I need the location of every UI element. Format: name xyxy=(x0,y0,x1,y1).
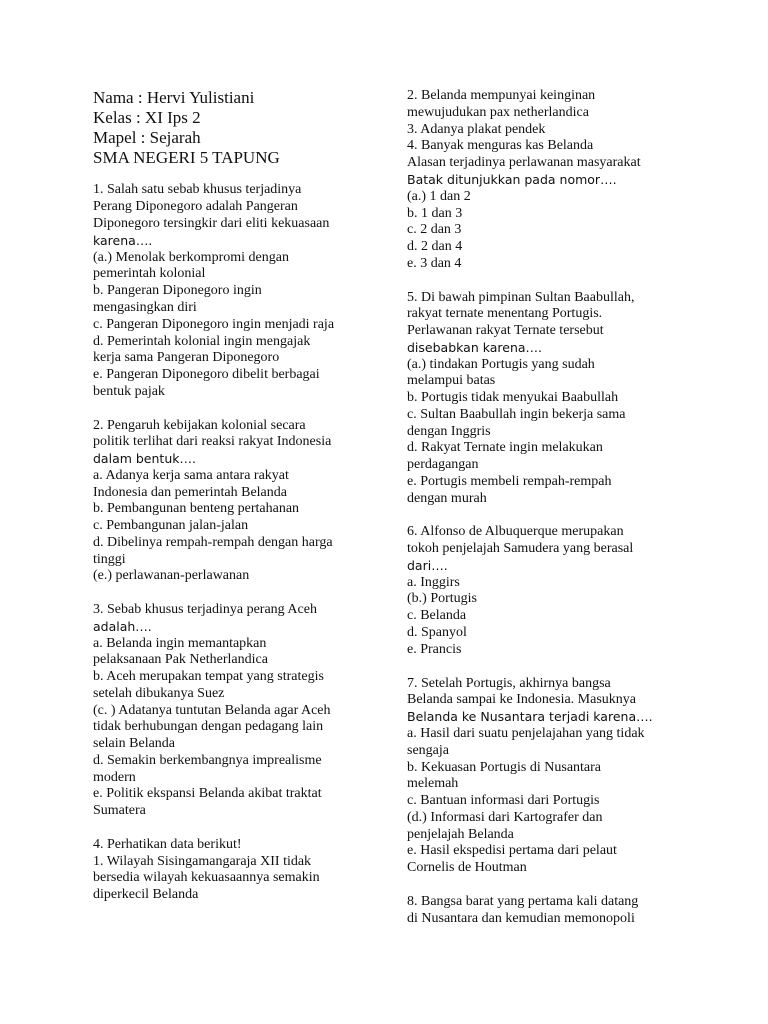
text-line: adalah…. xyxy=(93,619,152,634)
text-line: Alasan terjadinya perlawanan masyarakat xyxy=(407,155,641,170)
text-line: Batak ditunjukkan pada nomor…. xyxy=(407,172,617,187)
text-line: pelaksanaan Pak Netherlandica xyxy=(93,652,268,667)
text-line: politik terlihat dari reaksi rakyat Indonesia xyxy=(93,434,332,449)
text-line: pemerintah kolonial xyxy=(93,266,206,281)
text-line: diperkecil Belanda xyxy=(93,887,199,902)
answer-option: (a.) 1 dan 2 xyxy=(407,189,471,204)
answer-option: (a.) Menolak berkompromi dengan xyxy=(93,250,289,265)
text-line: selain Belanda xyxy=(93,736,176,751)
student-name: Nama : Hervi Yulistiani xyxy=(93,88,255,107)
text-line: mengasingkan diri xyxy=(93,300,197,315)
answer-option: a. Hasil dari suatu penjelajahan yang tidak xyxy=(407,726,645,741)
answer-option: e. 3 dan 4 xyxy=(407,256,462,271)
text-line: karena…. xyxy=(93,233,153,248)
text-line: 1. Wilayah Sisingamangaraja XII tidak xyxy=(93,854,312,869)
school-name: SMA NEGERI 5 TAPUNG xyxy=(93,148,280,167)
text-line: modern xyxy=(93,770,136,785)
text-line: tokoh penjelajah Samudera yang berasal xyxy=(407,541,634,556)
question-3: 3. Sebab khusus terjadinya perang Aceh xyxy=(93,602,317,617)
answer-option: b. 1 dan 3 xyxy=(407,206,463,221)
answer-option: b. Kekuasan Portugis di Nusantara xyxy=(407,760,602,775)
text-line: perdagangan xyxy=(407,457,479,472)
text-line: dari…. xyxy=(407,558,448,573)
question-5: 5. Di bawah pimpinan Sultan Baabullah, xyxy=(407,290,635,305)
answer-option: c. 2 dan 3 xyxy=(407,222,462,237)
text-line: 2. Belanda mempunyai keinginan xyxy=(407,88,596,103)
answer-option: b. Pembangunan benteng pertahanan xyxy=(93,501,300,516)
text-line: Belanda ke Nusantara terjadi karena…. xyxy=(407,709,653,724)
question-7: 7. Setelah Portugis, akhirnya bangsa xyxy=(407,676,611,691)
student-class: Kelas : XI Ips 2 xyxy=(93,108,201,127)
answer-option: (b.) Portugis xyxy=(407,591,477,606)
text-line: dalam bentuk…. xyxy=(93,451,196,466)
text-line: Diponegoro tersingkir dari eliti kekuasaan xyxy=(93,216,330,231)
answer-option: e. Politik ekspansi Belanda akibat traktat xyxy=(93,786,322,801)
question-6: 6. Alfonso de Albuquerque merupakan xyxy=(407,524,624,539)
question-4: 4. Perhatikan data berikut! xyxy=(93,837,242,852)
answer-option: d. Semakin berkembangnya imprealisme xyxy=(93,753,322,768)
answer-option: a. Inggirs xyxy=(407,575,460,590)
text-line: rakyat ternate menentang Portugis. xyxy=(407,306,603,321)
text-line: mewujudukan pax netherlandica xyxy=(407,105,589,120)
text-line: dengan Inggris xyxy=(407,424,491,439)
answer-option: (e.) perlawanan-perlawanan xyxy=(93,568,250,583)
answer-option: d. Pemerintah kolonial ingin mengajak xyxy=(93,334,311,349)
answer-option: d. Dibelinya rempah-rempah dengan harga xyxy=(93,535,333,550)
text-line: 3. Adanya plakat pendek xyxy=(407,122,546,137)
question-2: 2. Pengaruh kebijakan kolonial secara xyxy=(93,418,306,433)
answer-option: c. Belanda xyxy=(407,608,467,623)
text-line: sengaja xyxy=(407,743,449,758)
answer-option: d. Spanyol xyxy=(407,625,467,640)
answer-option: (d.) Informasi dari Kartografer dan xyxy=(407,810,603,825)
text-line: Cornelis de Houtman xyxy=(407,860,527,875)
answer-option: e. Pangeran Diponegoro dibelit berbagai xyxy=(93,367,320,382)
text-line: Sumatera xyxy=(93,803,146,818)
text-line: Indonesia dan pemerintah Belanda xyxy=(93,485,287,500)
text-line: melemah xyxy=(407,776,459,791)
text-line: bentuk pajak xyxy=(93,384,165,399)
text-line: Perlawanan rakyat Ternate tersebut xyxy=(407,323,604,338)
text-line: Perang Diponegoro adalah Pangeran xyxy=(93,199,298,214)
text-line: kerja sama Pangeran Diponegoro xyxy=(93,350,280,365)
answer-option: a. Adanya kerja sama antara rakyat xyxy=(93,468,289,483)
answer-option: c. Bantuan informasi dari Portugis xyxy=(407,793,600,808)
text-line: tinggi xyxy=(93,552,126,567)
answer-option: d. 2 dan 4 xyxy=(407,239,463,254)
text-line: penjelajah Belanda xyxy=(407,827,514,842)
answer-option: b. Aceh merupakan tempat yang strategis xyxy=(93,669,324,684)
answer-option: c. Sultan Baabullah ingin bekerja sama xyxy=(407,407,626,422)
answer-option: a. Belanda ingin memantapkan xyxy=(93,636,267,651)
answer-option: c. Pangeran Diponegoro ingin menjadi raja xyxy=(93,317,335,332)
answer-option: (c. ) Adatanya tuntutan Belanda agar Aceh xyxy=(93,703,331,718)
text-line: disebabkan karena…. xyxy=(407,340,543,355)
question-8: 8. Bangsa barat yang pertama kali datang xyxy=(407,894,639,909)
text-line: bersedia wilayah kekuasaannya semakin xyxy=(93,870,320,885)
text-line: dengan murah xyxy=(407,491,487,506)
answer-option: e. Prancis xyxy=(407,642,462,657)
text-line: melampui batas xyxy=(407,373,496,388)
text-line: 4. Banyak menguras kas Belanda xyxy=(407,138,594,153)
answer-option: d. Rakyat Ternate ingin melakukan xyxy=(407,440,603,455)
text-line: di Nusantara dan kemudian memonopoli xyxy=(407,911,635,926)
subject-label: Mapel : Sejarah xyxy=(93,128,201,147)
answer-option: b. Portugis tidak menyukai Baabullah xyxy=(407,390,619,405)
question-1: 1. Salah satu sebab khusus terjadinya xyxy=(93,182,302,197)
answer-option: b. Pangeran Diponegoro ingin xyxy=(93,283,262,298)
text-line: setelah dibukanya Suez xyxy=(93,686,225,701)
answer-option: e. Hasil ekspedisi pertama dari pelaut xyxy=(407,843,617,858)
answer-option: c. Pembangunan jalan-jalan xyxy=(93,518,249,533)
answer-option: e. Portugis membeli rempah-rempah xyxy=(407,474,612,489)
answer-option: (a.) tindakan Portugis yang sudah xyxy=(407,357,595,372)
text-line: Belanda sampai ke Indonesia. Masuknya xyxy=(407,692,636,707)
text-line: tidak berhubungan dengan pedagang lain xyxy=(93,719,324,734)
